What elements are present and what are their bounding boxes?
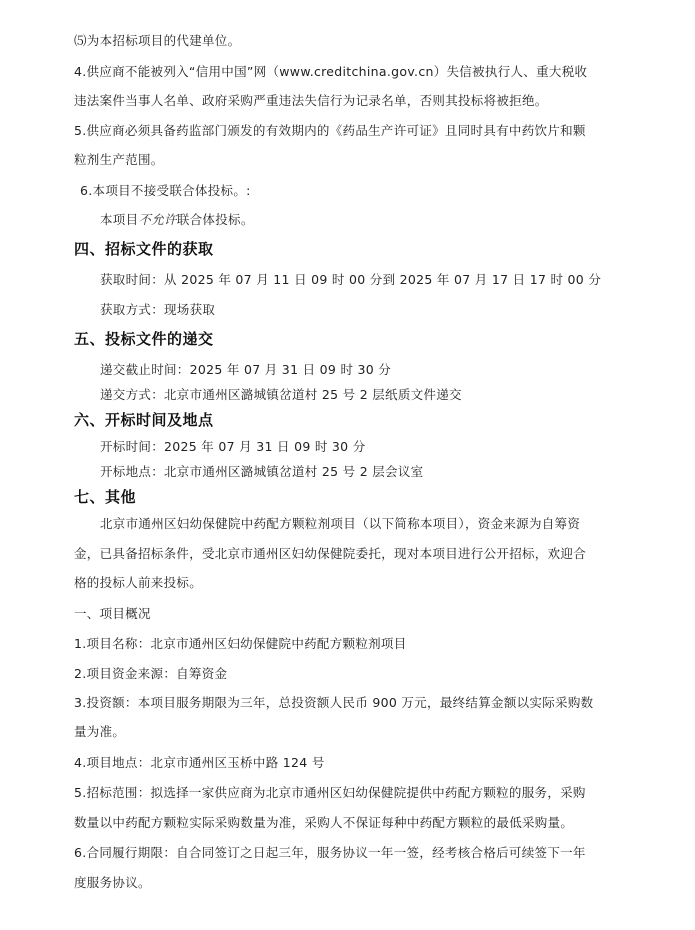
joint-prefix: 本项目	[100, 212, 139, 227]
section-5-heading: 五、投标文件的递交	[74, 330, 214, 348]
acquire-time: 获取时间：从 2025 年 07 月 11 日 09 时 00 分到 2025 年 07 月 17 日 17 时 00 分	[100, 272, 602, 287]
req-5-line-1: 5.供应商必须具备药监部门颁发的有效期内的《药品生产许可证》且同时具有中药饮片和颗	[74, 123, 586, 138]
joint-suffix: 联合体投标。	[176, 212, 254, 227]
req-6-line: 6.本项目不接受联合体投标。:	[80, 183, 251, 198]
agent-unit-line: ⑸为本招标项目的代建单位。	[74, 33, 241, 48]
scope-line-2: 数量以中药配方颗粒实际采购数量为准，采购人不保证每种中药配方颗粒的最低采购量。	[74, 815, 574, 830]
submit-method: 递交方式：北京市通州区潞城镇岔道村 25 号 2 层纸质文件递交	[100, 387, 462, 402]
term-line-1: 6.合同履行期限：自合同签订之日起三年，服务协议一年一签，经考核合格后可续签下一年	[74, 845, 586, 860]
intro-line-3: 格的投标人前来投标。	[74, 575, 203, 590]
opening-place: 开标地点：北京市通州区潞城镇岔道村 25 号 2 层会议室	[100, 464, 424, 479]
section-7-heading: 七、其他	[74, 488, 137, 506]
project-location: 4.项目地点：北京市通州区玉桥中路 124 号	[74, 755, 325, 770]
intro-line-1: 北京市通州区妇幼保健院中药配方颗粒剂项目（以下简称本项目），资金来源为自筹资	[100, 516, 581, 531]
investment-line-2: 量为准。	[74, 724, 126, 739]
term-line-2: 度服务协议。	[74, 875, 151, 890]
opening-time: 开标时间：2025 年 07 月 31 日 09 时 30 分	[100, 439, 366, 454]
submit-deadline: 递交截止时间：2025 年 07 月 31 日 09 时 30 分	[100, 362, 392, 377]
req-4-line-1: 4.供应商不能被列入“信用中国”网（www.creditchina.gov.cn）失信被执行人、重大税收	[74, 64, 588, 79]
intro-line-2: 金，已具备招标条件，受北京市通州区妇幼保健院委托，现对本项目进行公开招标，欢迎合	[74, 546, 587, 561]
section-6-heading: 六、开标时间及地点	[74, 411, 214, 429]
req-4-line-2: 违法案件当事人名单、政府采购严重违法失信行为记录名单，否则其投标将被拒绝。	[74, 93, 548, 108]
req-5-line-2: 粒剂生产范围。	[74, 152, 164, 167]
fund-source: 2.项目资金来源：自筹资金	[74, 666, 228, 681]
scope-line-1: 5.招标范围：拟选择一家供应商为北京市通州区妇幼保健院提供中药配方颗粒的服务，采购	[74, 785, 586, 800]
joint-bid-note	[100, 212, 254, 228]
project-name: 1.项目名称：北京市通州区妇幼保健院中药配方颗粒剂项目	[74, 636, 407, 651]
overview-heading: 一、项目概况	[74, 606, 151, 621]
investment-line-1: 3.投资额：本项目服务期限为三年，总投资额人民币 900 万元，最终结算金额以实际采购数	[74, 695, 594, 710]
joint-emphasis: 不允许	[138, 212, 177, 227]
section-4-heading: 四、招标文件的获取	[74, 240, 214, 258]
acquire-method: 获取方式：现场获取	[100, 302, 216, 317]
